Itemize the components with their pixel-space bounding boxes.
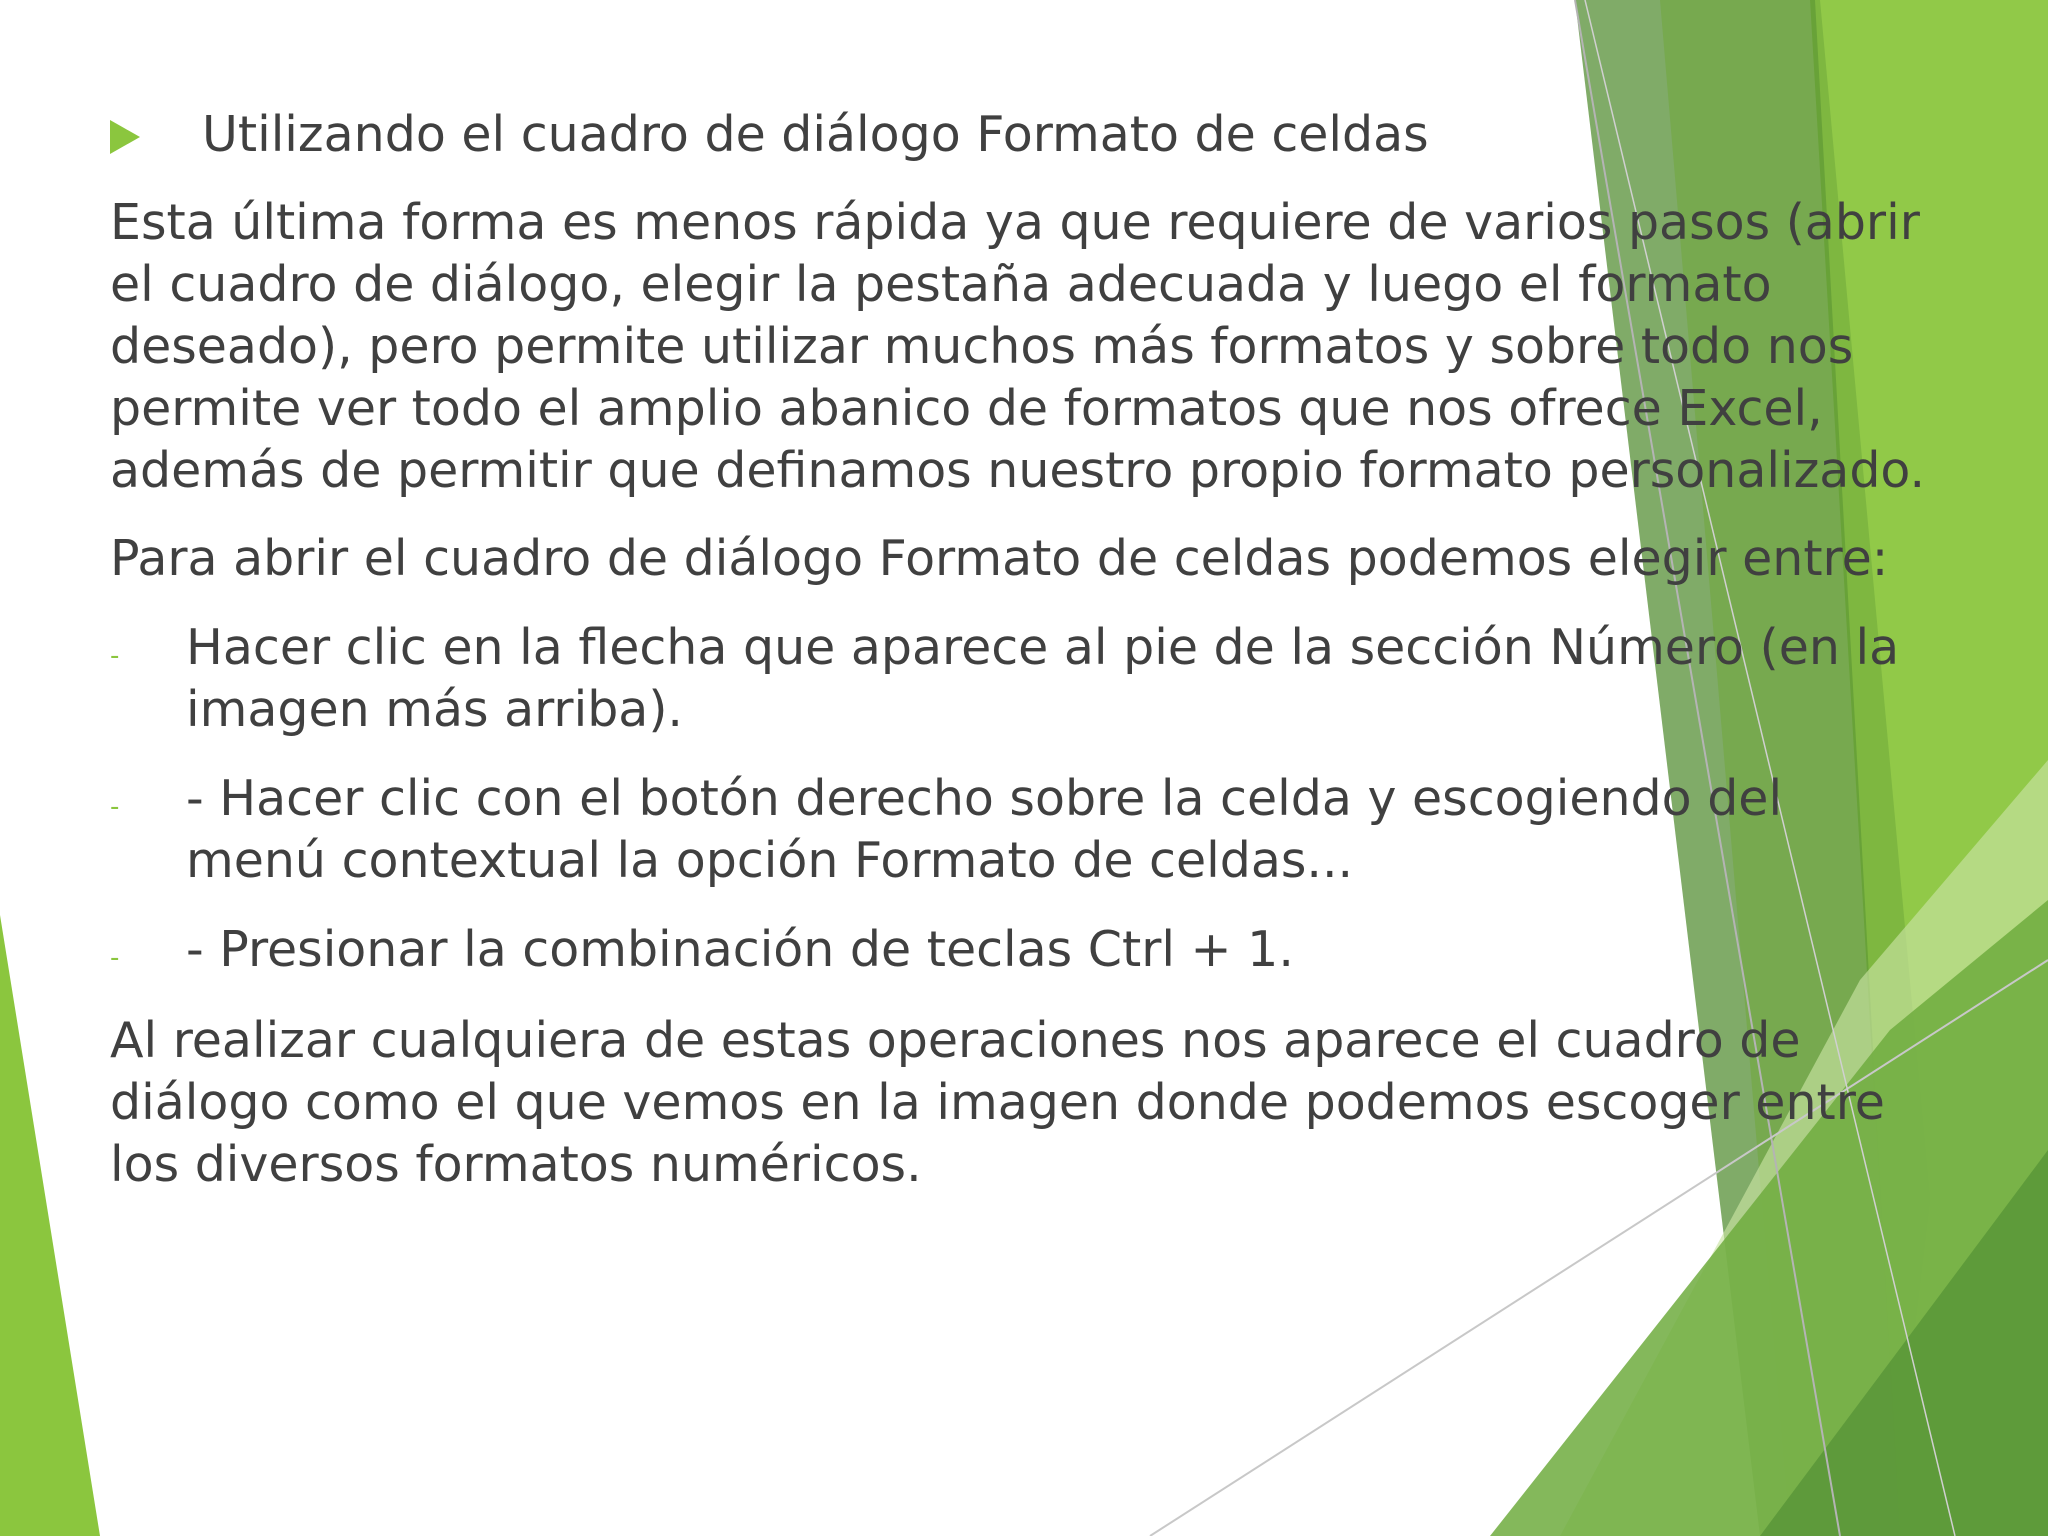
list-item-text: - Hacer clic con el botón derecho sobre la celda y escogiendo del menú contextual la opción Formato de celdas...	[186, 770, 1783, 889]
list-dash-marker: -	[110, 792, 120, 822]
heading-text: Utilizando el cuadro de diálogo Formato de celdas	[202, 106, 1429, 163]
list-dash-marker: -	[110, 641, 120, 671]
closing-paragraph: Al realizar cualquiera de estas operaciones nos aparece el cuadro de diálogo como el que vemos en la imagen donde podemos escoger entre los diversos formatos numéricos.	[110, 1012, 1885, 1193]
list-dash-marker: -	[110, 943, 120, 973]
triangle-bullet-icon	[110, 120, 140, 154]
list-item-text: - Presionar la combinación de teclas Ctrl + 1.	[186, 921, 1294, 978]
options-intro-paragraph: Para abrir el cuadro de diálogo Formato de celdas podemos elegir entre:	[110, 530, 1889, 587]
list-item-text: Hacer clic en la flecha que aparece al pie de la sección Número (en la imagen más arriba).	[186, 619, 1900, 738]
slide-heading	[110, 100, 1910, 170]
intro-paragraph: Esta última forma es menos rápida ya que requiere de varios pasos (abrir el cuadro de diálogo, elegir la pestaña adecuada y luego el formato deseado), pero permite utilizar muchos más formatos y sobre todo nos permite ver todo el amplio abanico de formatos que nos ofrece Excel, además de permitir que definamos nuestro propio formato personalizado.	[110, 194, 1926, 499]
